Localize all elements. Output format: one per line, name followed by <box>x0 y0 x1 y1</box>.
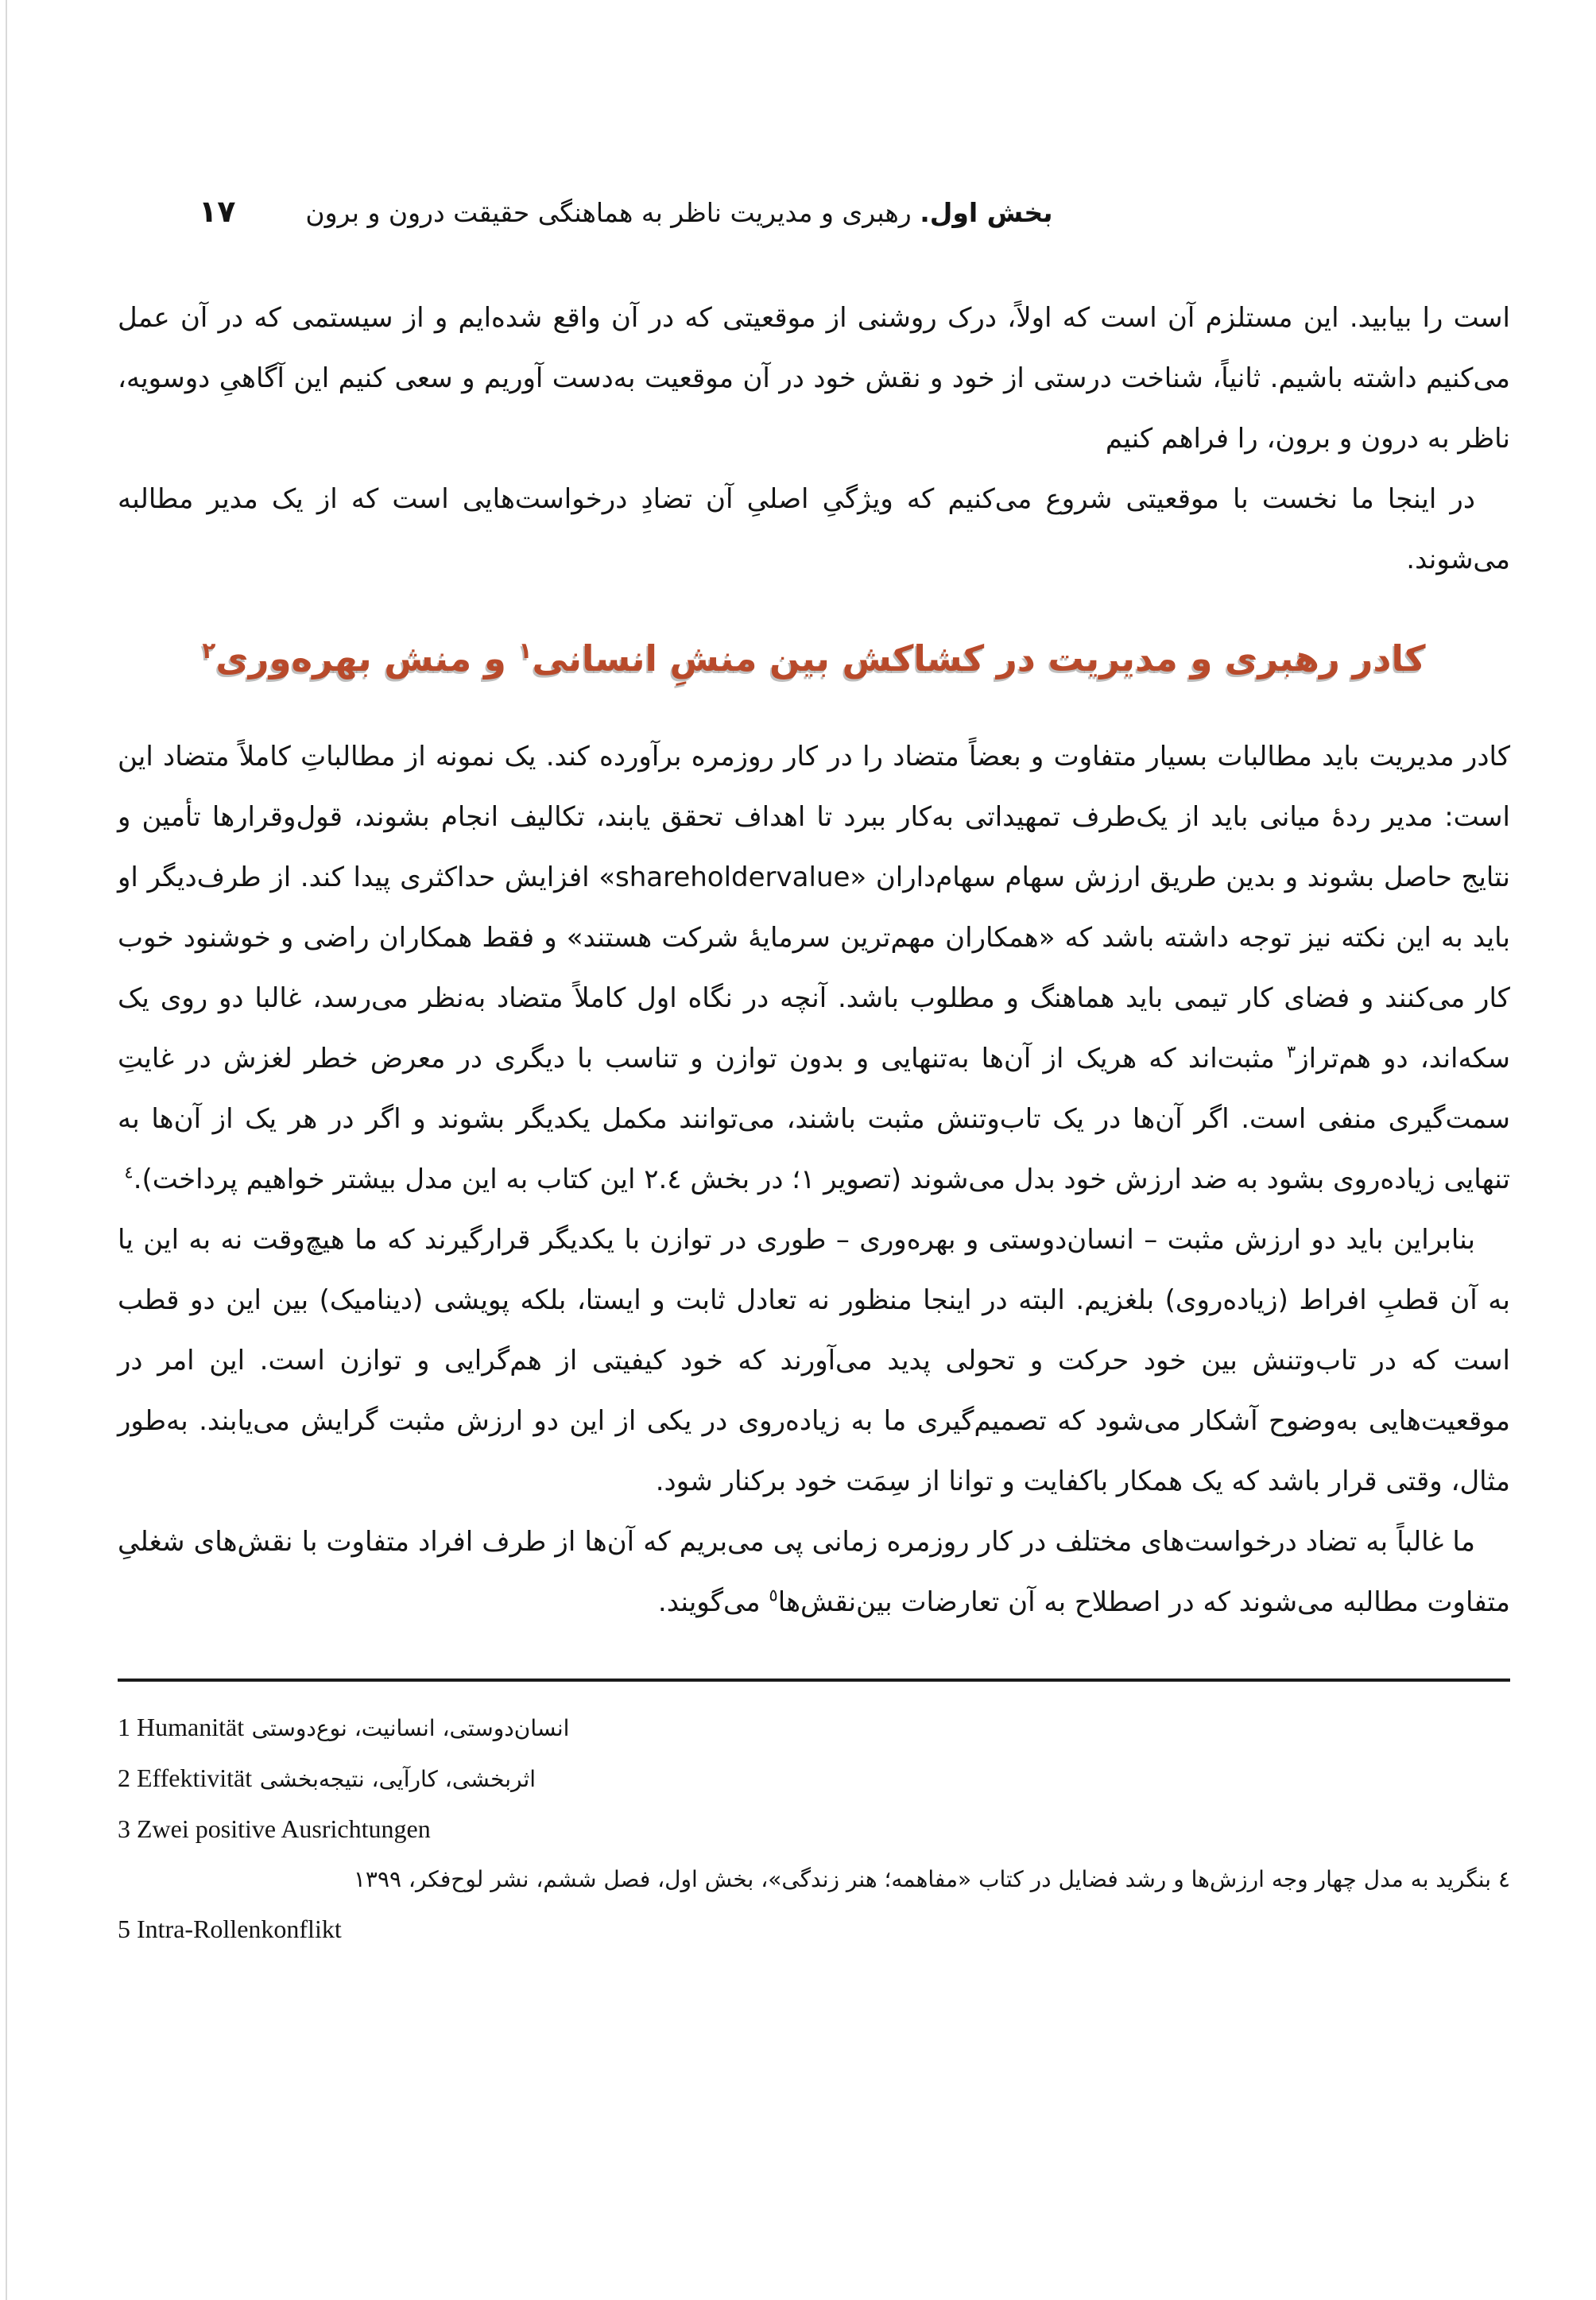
footnote-item <box>118 1702 1510 1753</box>
paragraph: بنابراین باید دو ارزش مثبت – انسان‌دوستی و بهره‌وری – طوری در توازن با یکدیگر قرارگیرند که ما هیچ‌وقت نه به این یا به آن قطبِ افراط (زیاده‌روی) بلغزیم. البته در اینجا منظور نه تعادل ثابت و ایستا، بلکه پویشی (دینامیک) بین این دو قطب است که در تاب‌وتنش بین خود حرکت و تحولی پدید می‌آورند که خود کیفیتی از هم‌گرایی و توازن است. این امر در موقعیت‌هایی به‌وضوح آشکار می‌شود که تصمیم‌گیری ما به زیاده‌روی در یکی از این دو ارزش مثبت گرایش می‌یابند. به‌طور مثال، وقتی قرار باشد که یک همکار باکفایت و توانا از سِمَت خود برکنار شود. <box>118 1224 1510 1497</box>
footnote-ref: ٢ <box>202 637 216 664</box>
chapter-title <box>305 197 1052 228</box>
footnote-persian-text: اثربخشی، کارآیی، نتیجه‌بخشی <box>259 1766 537 1792</box>
footnote-separator <box>118 1679 1510 1682</box>
footnote-latin-text: 2 Effektivität <box>118 1764 253 1792</box>
footnote-persian-text: ٤ بنگرید به مدل چهار وجه ارزش‌ها و رشد فضایل در کتاب «مفاهمه؛ هنر زندگی»، بخش اول، فصل ششم، نشر لوح‌فکر، ١٣٩٩ <box>353 1866 1510 1892</box>
body-text <box>118 288 1510 1955</box>
scan-edge-line <box>6 0 7 2300</box>
chapter-title-rest: رهبری و مدیریت ناظر به هماهنگی حقیقت درون و برون <box>305 197 920 228</box>
footnote-item <box>118 1753 1510 1804</box>
footnote-ref: ٤ <box>124 1162 134 1183</box>
running-header <box>199 194 1053 229</box>
footnote-ref: ١ <box>518 637 533 664</box>
footnotes <box>118 1702 1510 1955</box>
footnote-item <box>118 1804 1510 1855</box>
paragraph: ما غالباً به تضاد درخواست‌های مختلف در کار روزمره زمانی پی می‌بریم که آن‌ها از طرف افراد متفاوت با نقش‌های شغلیِ متفاوت مطالبه می‌شوند که در اصطلاح به آن تعارضات بین‌نقش‌ها$^٥$ می‌گویند. <box>118 1526 1510 1618</box>
footnote-ref: ٣ <box>1286 1041 1296 1062</box>
footnote-persian-text: انسان‌دوستی، انسانیت، نوع‌دوستی <box>251 1715 570 1741</box>
paragraph: کادر مدیریت باید مطالبات بسیار متفاوت و بعضاً متضاد را در کار روزمره برآورده کند. یک نمونه از مطالباتِ کاملاً متضاد این است: مدیر ردهٔ میانی باید از یک‌طرف تمهیداتی به‌کار ببرد تا اهداف تحقق یابند، تکالیف انجام بشوند، قول‌وقرارها تأمین و نتایج حاصل بشوند و بدین طریق ارزش سهام سهام‌داران «shareholdervalue» افزایش حداکثری پیدا کند. از طرف‌دیگر او باید به این نکته نیز توجه داشته باشد که «همکاران مهم‌ترین سرمایهٔ شرکت هستند» و فقط همکاران راضی و خوشنود خوب کار می‌کنند و فضای کار تیمی باید هماهنگ و مطلوب باشد. آنچه در نگاه اول کاملاً متضاد به‌نظر می‌رسد، غالبا دو روی یک سکه‌اند، دو هم‌تراز$^٣$ مثبت‌اند که هریک از آن‌ها به‌تنهایی و بدون توازن و تناسب با دیگری در معرض خطر لغزش در غایتِ سمت‌گیری منفی است. اگر آن‌ها در یک تاب‌وتنش مثبت باشند، می‌توانند مکمل یکدیگر بشوند و اگر در هر یک از آن‌ها به تنهایی زیاده‌روی بشود به ضد ارزش خود بدل می‌شوند (تصویر ١؛ در بخش ٢.٤ این کتاب به این مدل بیشتر خواهیم پرداخت).$^٤$ <box>118 741 1510 1195</box>
footnote-ref: ٥ <box>769 1585 778 1605</box>
page-number: ١٧ <box>199 194 236 229</box>
footnote-item <box>118 1855 1510 1904</box>
footnote-item <box>118 1904 1510 1955</box>
footnote-latin-text: 3 Zwei positive Ausrichtungen <box>118 1814 431 1843</box>
footnote-latin-text: 1 Humanität <box>118 1713 245 1741</box>
section-heading: کادر رهبری و مدیریت در کشاکش بین منشِ انسانی$^١$ و منش بهره‌وری$^٢$ <box>202 637 1426 680</box>
chapter-title-bold: بخش اول. <box>920 197 1053 228</box>
footnote-latin-text: 5 Intra-Rollenkonflikt <box>118 1915 342 1943</box>
paragraph: در اینجا ما نخست با موقعیتی شروع می‌کنیم که ویژگیِ اصلیِ آن تضادِ درخواست‌هایی است که از یک مدیر مطالبه می‌شوند. <box>118 483 1510 575</box>
paragraph: است را بیابید. این مستلزم آن است که اولاً، درک روشنی از موقعیتی که در آن واقع شده‌ایم و از سیستمی که در آن عمل می‌کنیم داشته باشیم. ثانیاً، شناخت درستی از خود و نقش خود در آن موقعیت به‌دست آوریم و سعی کنیم این آگاهیِ دوسویه، ناظر به درون و برون، را فراهم کنیم <box>118 302 1510 455</box>
